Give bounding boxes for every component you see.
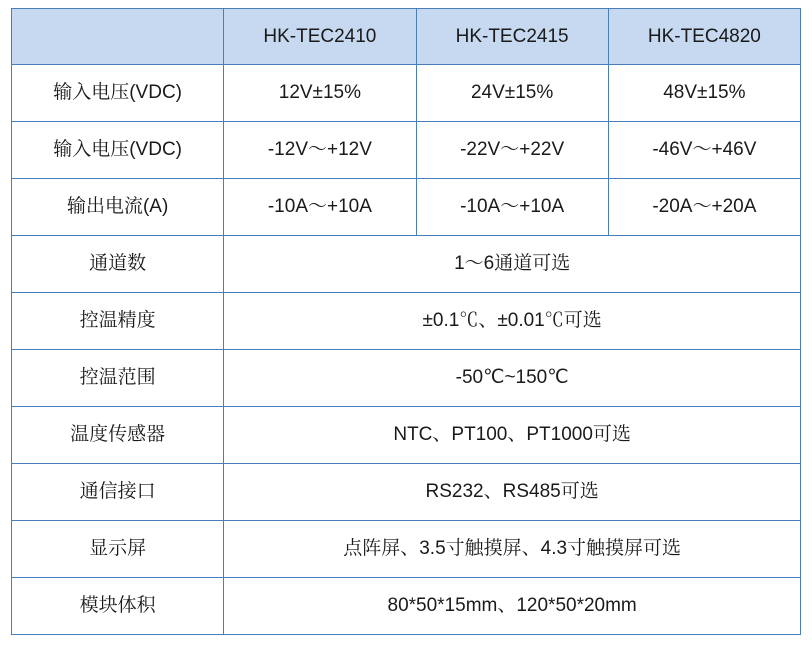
row-value: 24V±15% [416,65,608,122]
row-label: 输出电流(A) [12,179,224,236]
row-value: -22V～+22V [416,122,608,179]
row-value-merged: NTC、PT100、PT1000可选 [224,407,801,464]
table-header [12,9,801,65]
row-value: -46V～+46V [608,122,800,179]
table-row [12,521,801,578]
specification-table [11,8,801,635]
header-cell-model-2: HK-TEC2415 [416,9,608,65]
row-label: 输入电压(VDC) [12,122,224,179]
header-cell-blank [12,9,224,65]
row-value: -12V～+12V [224,122,416,179]
table-row [12,464,801,521]
table-row [12,236,801,293]
row-label: 输入电压(VDC) [12,65,224,122]
table-header-row [12,9,801,65]
header-cell-model-1: HK-TEC2410 [224,9,416,65]
row-value-merged: ±0.1℃、±0.01℃可选 [224,293,801,350]
row-label: 显示屏 [12,521,224,578]
row-value: -20A～+20A [608,179,800,236]
table-row [12,407,801,464]
row-value: 48V±15% [608,65,800,122]
table-row [12,578,801,635]
row-value: -10A～+10A [224,179,416,236]
row-label: 温度传感器 [12,407,224,464]
row-value-merged: 1～6通道可选 [224,236,801,293]
row-value: 12V±15% [224,65,416,122]
table-row [12,122,801,179]
table-row [12,350,801,407]
row-label: 控温范围 [12,350,224,407]
table-row [12,293,801,350]
header-cell-model-3: HK-TEC4820 [608,9,800,65]
row-value-merged: -50℃~150℃ [224,350,801,407]
row-label: 控温精度 [12,293,224,350]
table-row [12,65,801,122]
table-body [12,65,801,635]
row-label: 通信接口 [12,464,224,521]
table-row [12,179,801,236]
row-value-merged: RS232、RS485可选 [224,464,801,521]
row-value-merged: 点阵屏、3.5寸触摸屏、4.3寸触摸屏可选 [224,521,801,578]
row-label: 模块体积 [12,578,224,635]
row-label: 通道数 [12,236,224,293]
row-value: -10A～+10A [416,179,608,236]
row-value-merged: 80*50*15mm、120*50*20mm [224,578,801,635]
